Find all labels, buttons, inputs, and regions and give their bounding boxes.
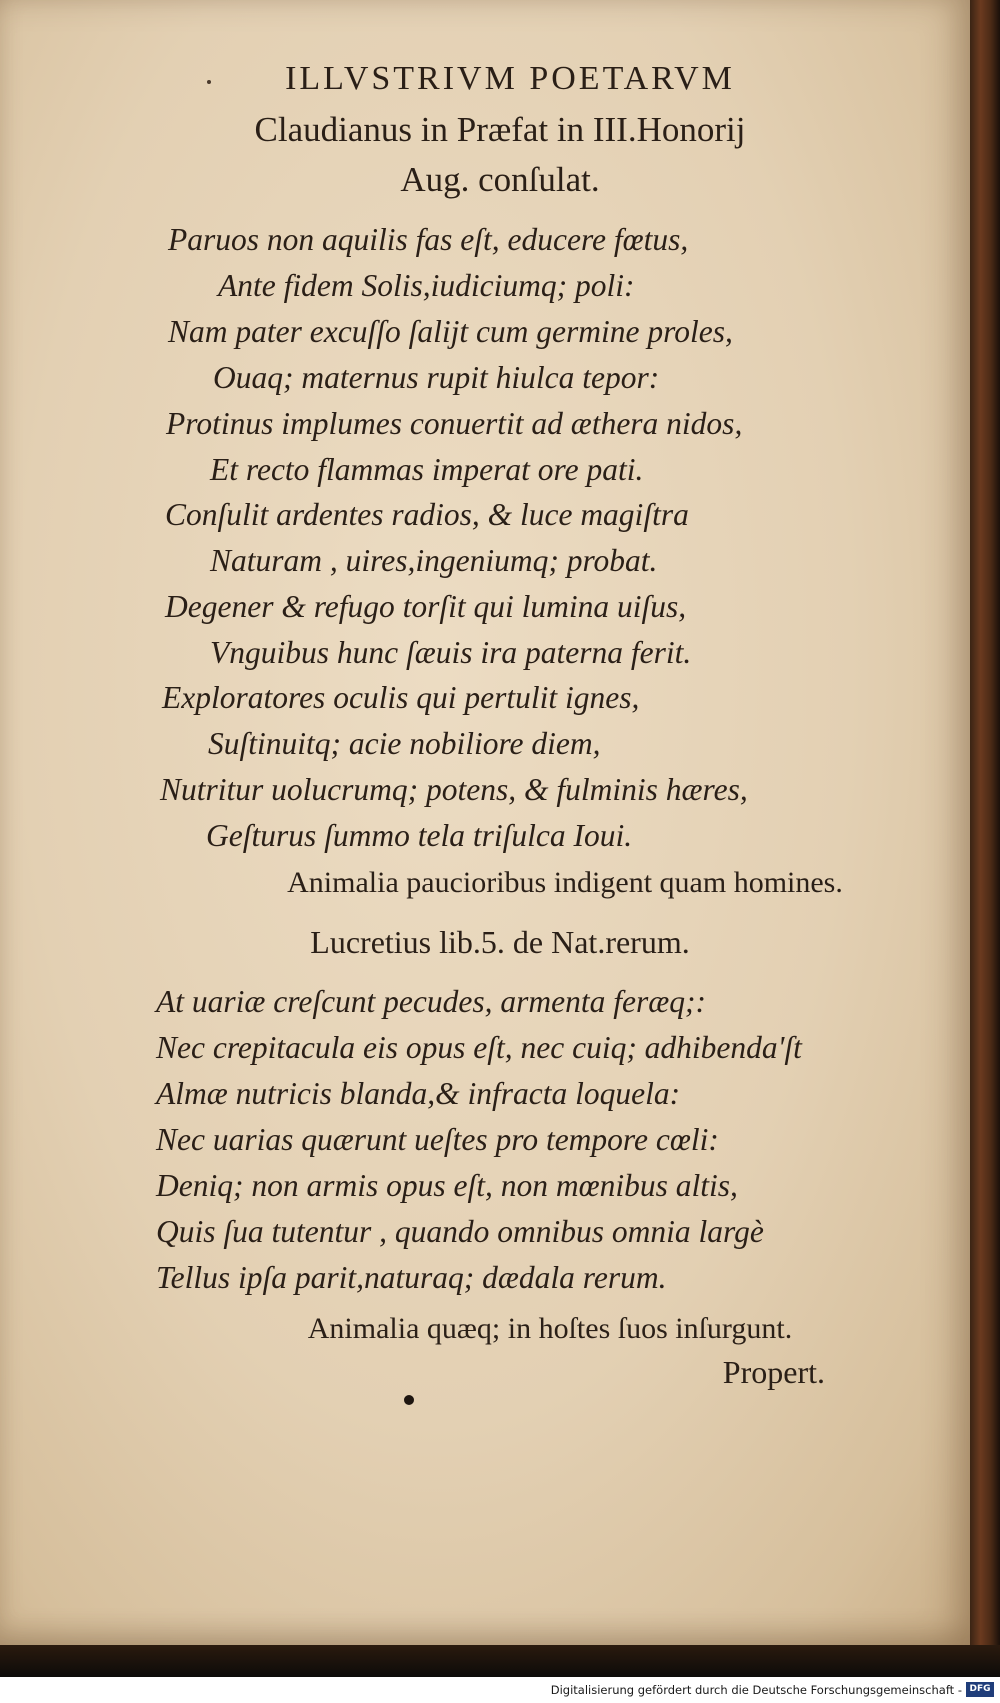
digitization-footer [0, 1677, 1000, 1703]
subheading-animalia-paucioribus: Animalia paucioribus indigent quam homines. [287, 866, 843, 899]
verse-line: Quis ſua tutentur , quando omnibus omnia largè [156, 1214, 764, 1249]
footer-credit: Digitalisierung gefördert durch die Deutsche Forschungsgemeinschaft - [550, 1683, 962, 1697]
book-binding-edge [970, 0, 1000, 1645]
verse-line: Ouaq; maternus rupit hiulca tepor: [213, 360, 660, 395]
catchword: Propert. [722, 1354, 825, 1390]
verse-line: Degener & refugo torſit qui lumina uiſus, [165, 589, 687, 624]
verse-line: Et recto flammas imperat ore pati. [210, 452, 644, 487]
verse-line: Paruos non aquilis fas eſt, educere fœtus, [168, 222, 689, 257]
verse-line: Nutritur uolucrumq; potens, & fulminis hæres, [160, 772, 748, 807]
printer-ornament [404, 1395, 414, 1405]
dfg-logo-badge: DFG [966, 1682, 994, 1697]
verse-line: Tellus ipſa parit,naturaq; dædala rerum. [156, 1260, 667, 1295]
verse-line: Conſulit ardentes radios, & luce magiſtra [165, 497, 689, 532]
verse-line: Naturam , uires,ingeniumq; probat. [210, 543, 658, 578]
verse-line: Nec uarias quærunt ueſtes pro tempore cœli: [156, 1122, 719, 1157]
verse-line: Protinus implumes conuertit ad æthera nidos, [166, 406, 743, 441]
verse-line: Almæ nutricis blanda,& infracta loquela: [156, 1076, 681, 1111]
section-heading-claudianus-line2: Aug. conſulat. [400, 160, 600, 199]
verse-line: Nam pater excuſſo ſalijt cum germine proles, [168, 314, 733, 349]
book-bottom-edge [0, 1645, 1000, 1677]
verse-line: Deniq; non armis opus eſt, non mœnibus altis, [156, 1168, 738, 1203]
verse-line: Ante fidem Solis,iudiciumq; poli: [218, 268, 635, 303]
section-heading-lucretius: Lucretius lib.5. de Nat.rerum. [310, 924, 690, 960]
verse-line: Vnguibus hunc ſæuis ira paterna ferit. [210, 635, 692, 670]
verse-line: Suſtinuitq; acie nobiliore diem, [208, 726, 601, 761]
verse-line: Nec crepitacula eis opus eſt, nec cuiq; adhibenda'ſt [156, 1030, 802, 1065]
running-head: ILLVSTRIVM POETARVM [285, 60, 735, 97]
verse-line: At uariæ creſcunt pecudes, armenta feræq;: [156, 984, 706, 1019]
section-heading-claudianus-line1: Claudianus in Præfat in III.Honorij [254, 110, 746, 149]
verse-line: Geſturus ſummo tela triſulca Ioui. [206, 818, 633, 853]
subheading-animalia-insurgunt: Animalia quæq; in hoſtes ſuos inſurgunt. [307, 1312, 793, 1345]
verse-line: Exploratores oculis qui pertulit ignes, [162, 680, 640, 715]
